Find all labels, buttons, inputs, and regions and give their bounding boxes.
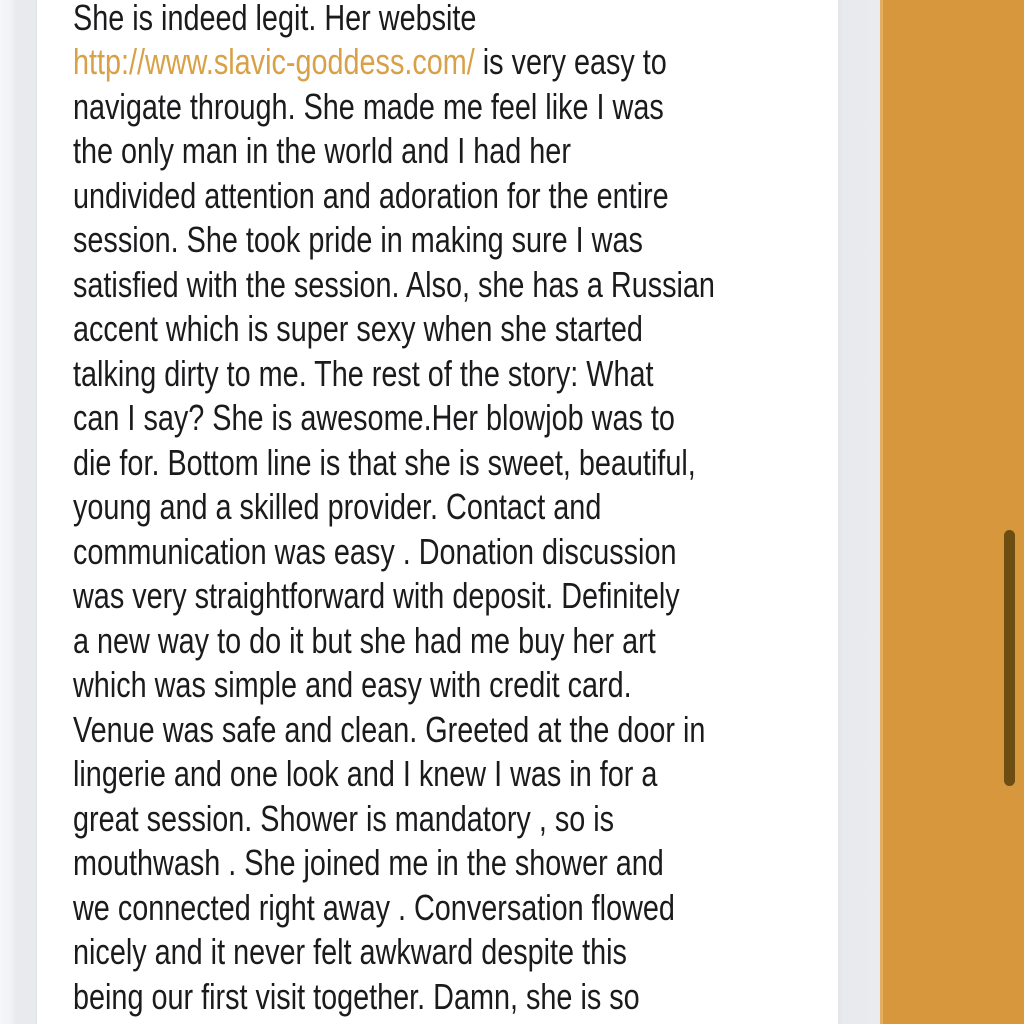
review-line: nicely and it never felt awkward despite this bbox=[73, 931, 627, 973]
review-line-text: is very easy to bbox=[474, 41, 667, 83]
review-line: communication was easy . Donation discussion bbox=[73, 530, 677, 572]
right-page-gutter bbox=[838, 0, 880, 1024]
review-line: accent which is super sexy when she started bbox=[73, 308, 643, 350]
review-line: Venue was safe and clean. Greeted at the door in bbox=[73, 708, 706, 750]
website-link[interactable]: http://www.slavic-goddess.com/ bbox=[73, 41, 475, 83]
review-line: a new way to do it but she had me buy her art bbox=[73, 619, 656, 661]
review-line: which was simple and easy with credit card. bbox=[73, 664, 632, 706]
review-line: die for. Bottom line is that she is sweet, beautiful, bbox=[73, 441, 696, 483]
review-line: being our first visit together. Damn, she is so bbox=[73, 975, 640, 1017]
review-line: we connected right away . Conversation flowed bbox=[73, 886, 675, 928]
review-line: talking dirty to me. The rest of the story: What bbox=[73, 352, 654, 394]
scrollbar-thumb[interactable] bbox=[1004, 530, 1015, 786]
review-line: navigate through. She made me feel like I was bbox=[73, 85, 664, 127]
review-line: young and a skilled provider. Contact and bbox=[73, 486, 602, 528]
review-line: mouthwash . She joined me in the shower and bbox=[73, 842, 664, 884]
left-page-gutter bbox=[0, 0, 37, 1024]
review-line: She is indeed legit. Her website bbox=[73, 0, 477, 38]
review-content-card bbox=[37, 0, 838, 1024]
review-line: session. She took pride in making sure I was bbox=[73, 219, 643, 261]
review-line: can I say? She is awesome.Her blowjob was to bbox=[73, 397, 675, 439]
review-line: satisfied with the session. Also, she has a Russian bbox=[73, 263, 715, 305]
orange-side-panel bbox=[880, 0, 1024, 1024]
review-line: great session. Shower is mandatory , so is bbox=[73, 797, 615, 839]
review-line: undivided attention and adoration for the entire bbox=[73, 174, 669, 216]
review-line: lingerie and one look and I knew I was in for a bbox=[73, 753, 658, 795]
review-text-block bbox=[73, 0, 838, 1019]
review-line: the only man in the world and I had her bbox=[73, 130, 571, 172]
review-line: was very straightforward with deposit. Definitely bbox=[73, 575, 680, 617]
review-line-with-link bbox=[73, 40, 838, 84]
